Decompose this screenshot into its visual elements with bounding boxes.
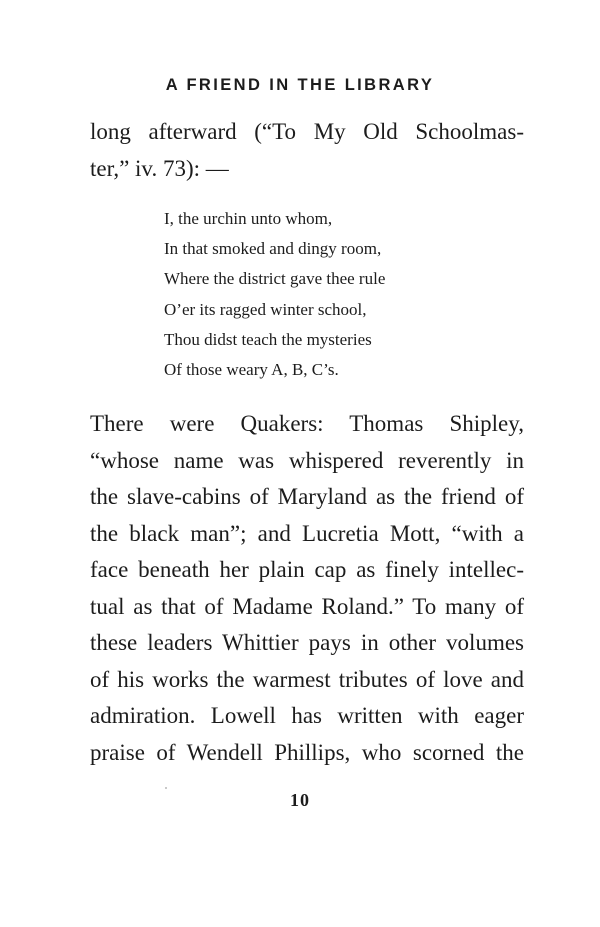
poem-verse: Where the district gave thee rule	[164, 269, 386, 289]
poem-verse: O’er its ragged winter school,	[164, 299, 367, 319]
text-line: these leaders Whittier pays in other volumes	[90, 630, 524, 655]
poem-verse: Of those weary A, B, C’s.	[164, 360, 339, 380]
text-line: ter,” iv. 73): —	[90, 155, 229, 181]
text-line: of his works the warmest tributes of love and	[90, 666, 524, 692]
poem-verse: I, the urchin unto whom,	[164, 209, 333, 228]
text-line: face beneath her plain cap as finely intellec-	[90, 557, 524, 582]
running-head: A FRIEND IN THE LIBRARY	[165, 76, 435, 94]
text-line: admiration. Lowell has written with eager	[90, 703, 524, 728]
text-line: the slave-cabins of Maryland as the friend of	[90, 484, 524, 509]
text-line: praise of Wendell Phillips, who scorned the	[90, 739, 524, 765]
paper-speck	[165, 787, 167, 789]
poem-verse: Thou didst teach the mysteries	[164, 329, 372, 349]
poem-quote	[164, 204, 385, 385]
paragraph-quakers	[90, 406, 524, 771]
text-line: There were Quakers: Thomas Shipley,	[90, 411, 524, 436]
paragraph-intro	[90, 114, 524, 187]
text-line: “whose name was whispered reverently in	[90, 447, 524, 473]
text-line: tual as that of Madame Roland.” To many of	[90, 593, 524, 619]
text-line: the black man”; and Lucretia Mott, “with a	[90, 520, 524, 546]
poem-verse: In that smoked and dingy room,	[164, 239, 382, 259]
page-number: 10	[290, 790, 310, 810]
text-line: long afterward (“To My Old Schoolmas-	[90, 119, 524, 144]
